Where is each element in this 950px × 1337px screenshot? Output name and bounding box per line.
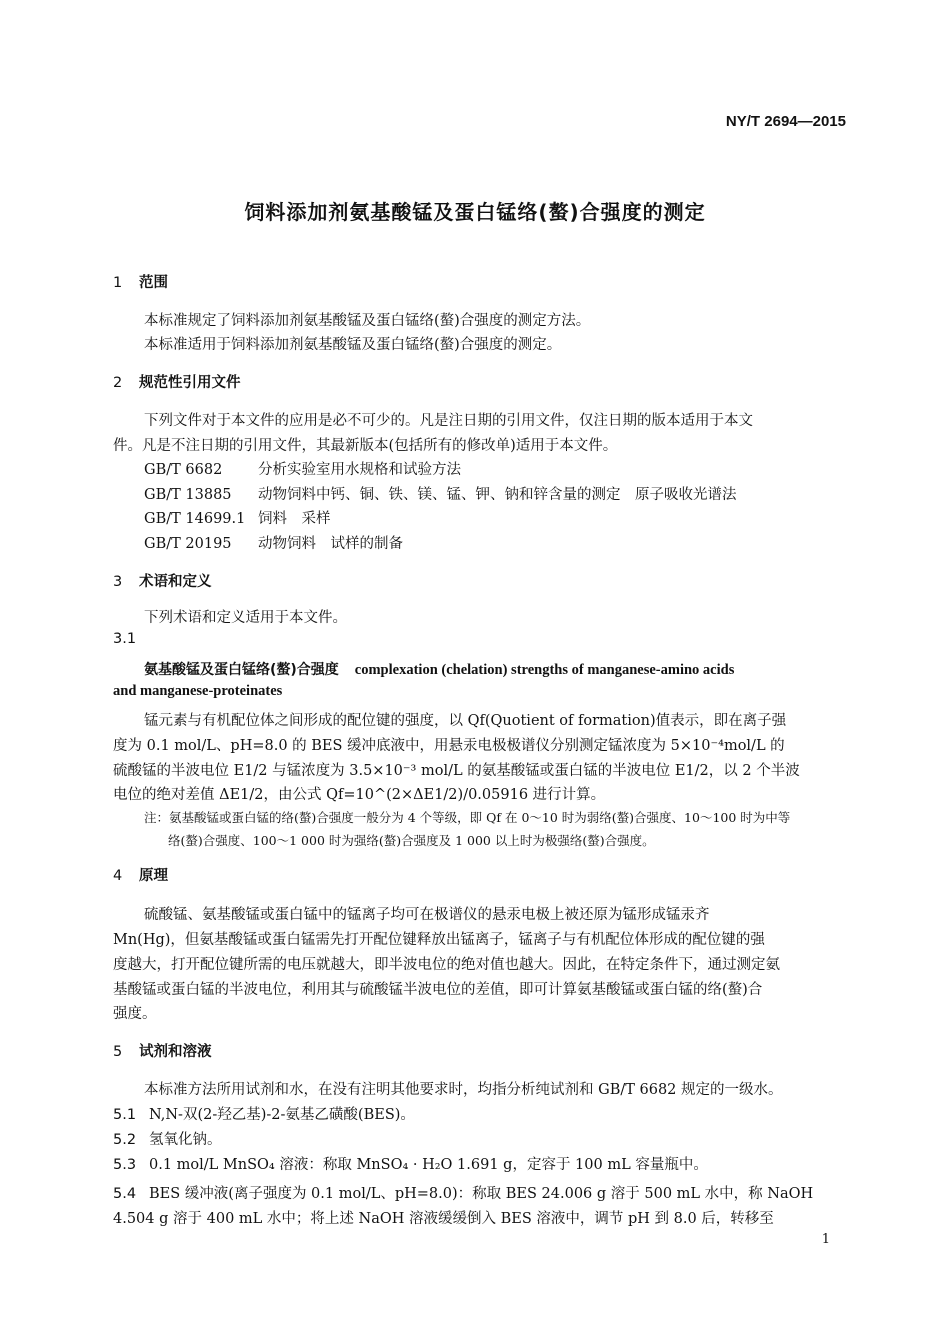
list-item (113, 1128, 222, 1149)
reference-item (144, 532, 403, 553)
term-number: 3.1 (113, 631, 137, 647)
item-number: 5.3 (113, 1157, 137, 1173)
definition-line: 锰元素与有机配位体之间形成的配位键的强度，以 Qf(Quotient of formation)值表示，即在离子强 (144, 713, 787, 729)
definition-line: 电位的绝对差值 ΔE1/2，由公式 Qf=10^(2×ΔE1/2)/0.05916 进行计算。 (113, 787, 606, 803)
reference-code: GB/T 6682 (144, 462, 223, 478)
term-english-continued: and manganese-proteinates (113, 683, 283, 699)
section-3-heading (113, 570, 212, 591)
reference-title: 分析实验室用水规格和试验方法 (258, 462, 461, 478)
reference-item (144, 483, 737, 504)
paragraph-line: Mn(Hg)，但氨基酸锰或蛋白锰需先打开配位键释放出锰离子，锰离子与有机配位体形成的配位键的强 (113, 932, 765, 948)
paragraph: 件。凡是不注日期的引用文件，其最新版本(包括所有的修改单)适用于本文件。 (113, 438, 618, 454)
list-item (113, 1103, 415, 1124)
section-title: 原理 (139, 868, 168, 884)
paragraph: 本标准适用于饲料添加剂氨基酸锰及蛋白锰络(螯)合强度的测定。 (144, 337, 562, 353)
paragraph: 下列术语和定义适用于本文件。 (144, 610, 347, 626)
page-number: 1 (821, 1232, 830, 1247)
section-4-heading (113, 864, 168, 885)
term-heading (144, 659, 734, 679)
document-title: 饲料添加剂氨基酸锰及蛋白锰络(螯)合强度的测定 (244, 200, 706, 224)
paragraph-line: 度越大，打开配位键所需的电压就越大，即半波电位的绝对值也越大。因此，在特定条件下，通过测定氨 (113, 957, 780, 973)
reference-code: GB/T 20195 (144, 536, 232, 552)
definition-line: 度为 0.1 mol/L、pH=8.0 的 BES 缓冲底液中，用悬汞电极极谱仪分别测定锰浓度为 5×10⁻⁴mol/L 的 (113, 738, 785, 754)
reference-title: 动物饲料 试样的制备 (258, 536, 403, 552)
term-english: complexation (chelation) strengths of manganese-amino acids (354, 662, 735, 678)
section-number: 2 (113, 375, 123, 391)
list-item-continued: 4.504 g 溶于 400 mL 水中；将上述 NaOH 溶液缓缓倒入 BES 溶液中，调节 pH 到 8.0 后，转移至 (113, 1211, 774, 1227)
reference-item (144, 458, 461, 479)
item-text: N,N-双(2-羟乙基)-2-氨基乙磺酸(BES)。 (149, 1107, 415, 1123)
item-text: BES 缓冲液(离子强度为 0.1 mol/L、pH=8.0)：称取 BES 24.006 g 溶于 500 mL 水中，称 NaOH (149, 1186, 814, 1202)
item-number: 5.4 (113, 1186, 137, 1202)
section-number: 3 (113, 574, 123, 590)
reference-item (144, 507, 331, 528)
paragraph-line: 硫酸锰、氨基酸锰或蛋白锰中的锰离子均可在极谱仪的悬汞电极上被还原为锰形成锰汞齐 (144, 907, 710, 923)
item-number: 5.1 (113, 1107, 137, 1123)
paragraph-line: 基酸锰或蛋白锰的半波电位，利用其与硫酸锰半波电位的差值，即可计算氨基酸锰或蛋白锰的络(螯)合 (113, 982, 763, 998)
list-item (113, 1153, 708, 1174)
reference-code: GB/T 13885 (144, 487, 232, 503)
section-5-heading (113, 1040, 212, 1061)
term-chinese: 氨基酸锰及蛋白锰络(螯)合强度 (144, 662, 339, 678)
note-line: 注：氨基酸锰或蛋白锰的络(螯)合强度一般分为 4 个等级，即 Qf 在 0～10 时为弱络(螯)合强度、10～100 时为中等 (144, 810, 791, 825)
note-line: 络(螯)合强度、100～1 000 时为强络(螯)合强度及 1 000 以上时为极强络(螯)合强度。 (168, 833, 655, 848)
reference-code: GB/T 14699.1 (144, 511, 246, 527)
paragraph: 本标准方法所用试剂和水，在没有注明其他要求时，均指分析纯试剂和 GB/T 6682 规定的一级水。 (144, 1082, 783, 1098)
standard-number: NY/T 2694—2015 (725, 113, 846, 130)
section-title: 规范性引用文件 (139, 375, 241, 391)
section-title: 范围 (139, 275, 168, 291)
paragraph-line: 强度。 (113, 1006, 157, 1022)
section-2-heading (113, 371, 241, 392)
reference-title: 动物饲料中钙、铜、铁、镁、锰、钾、钠和锌含量的测定 原子吸收光谱法 (258, 487, 737, 503)
item-number: 5.2 (113, 1132, 137, 1148)
section-number: 5 (113, 1044, 123, 1060)
paragraph: 下列文件对于本文件的应用是必不可少的。凡是注日期的引用文件，仅注日期的版本适用于本文 (144, 413, 753, 429)
item-text: 氢氧化钠。 (149, 1132, 222, 1148)
paragraph: 本标准规定了饲料添加剂氨基酸锰及蛋白锰络(螯)合强度的测定方法。 (144, 313, 591, 329)
section-1-heading (113, 271, 168, 292)
section-title: 术语和定义 (139, 574, 212, 590)
reference-title: 饲料 采样 (258, 511, 331, 527)
section-number: 4 (113, 868, 123, 884)
section-number: 1 (113, 275, 123, 291)
item-text: 0.1 mol/L MnSO₄ 溶液：称取 MnSO₄ · H₂O 1.691 g，定容于 100 mL 容量瓶中。 (149, 1157, 708, 1173)
section-title: 试剂和溶液 (139, 1044, 212, 1060)
list-item (113, 1182, 813, 1203)
definition-line: 硫酸锰的半波电位 E1/2 与锰浓度为 3.5×10⁻³ mol/L 的氨基酸锰或蛋白锰的半波电位 E1/2，以 2 个半波 (113, 763, 800, 779)
